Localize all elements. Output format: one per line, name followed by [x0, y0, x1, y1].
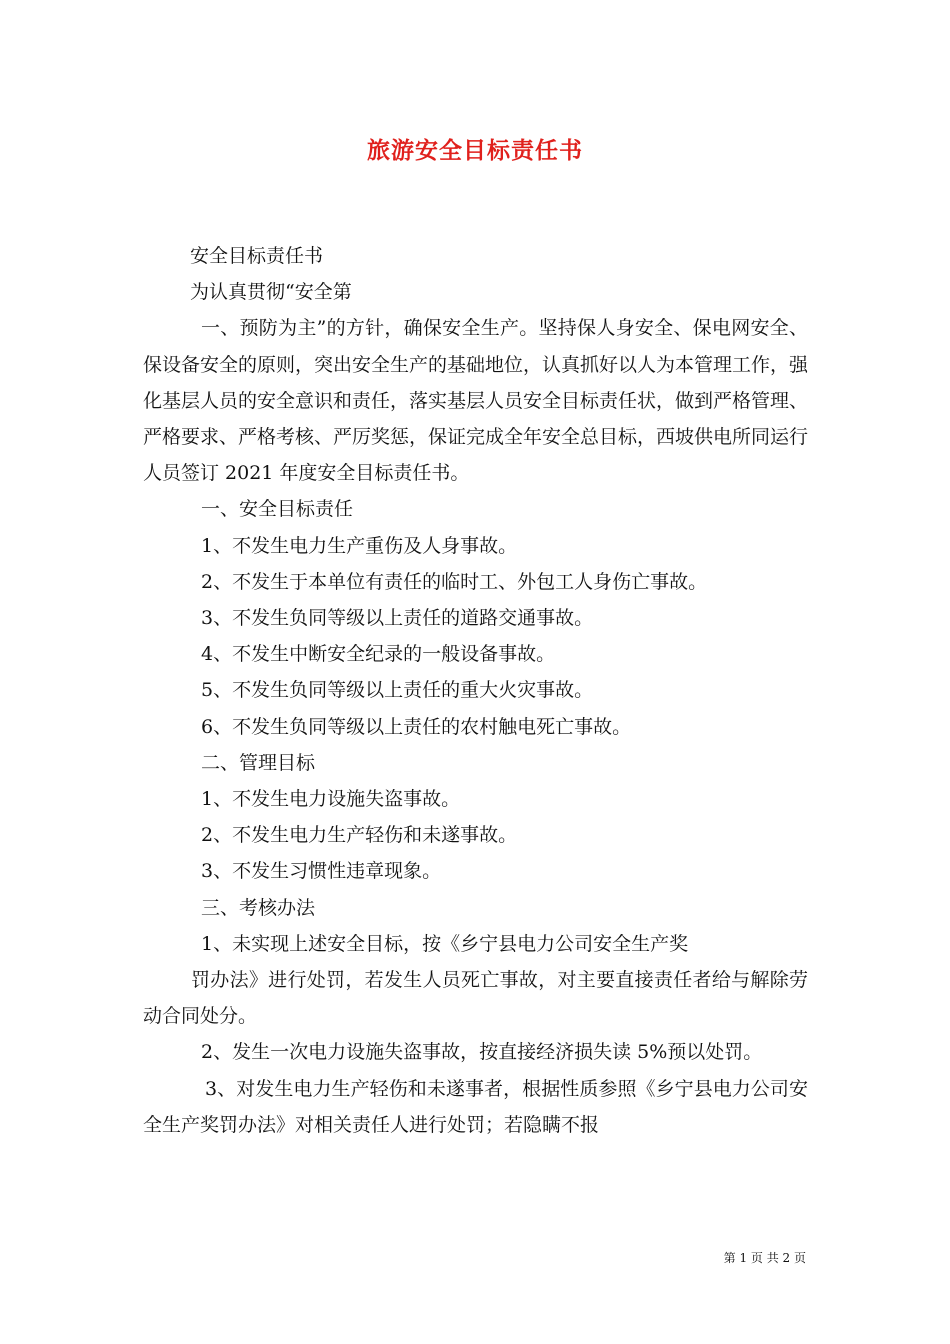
list-item: 6、不发生负同等级以上责任的农村触电死亡事故。 — [201, 715, 632, 738]
list-item: 1、不发生电力生产重伤及人身事故。 — [201, 534, 518, 557]
list-item: 3、对发生电力生产轻伤和未遂事者，根据性质参照《乡宁县电力公司安全生产奖罚办法》对相关责任人进行处罚；若隐瞒不报 — [143, 1077, 808, 1136]
section-heading: 二、管理目标 — [201, 751, 316, 774]
list-item: 1、不发生电力设施失盗事故。 — [201, 788, 461, 811]
list-item: 2、不发生于本单位有责任的临时工、外包工人身伤亡事故。 — [201, 570, 708, 593]
section-heading: 一、安全目标责任 — [201, 498, 354, 521]
list-item: 3、不发生习惯性违章现象。 — [201, 860, 442, 883]
document-title: 旅游安全目标责任书 — [367, 137, 583, 164]
list-item: 4、不发生中断安全纪录的一般设备事故。 — [201, 643, 556, 666]
list-item: 2、不发生电力生产轻伤和未遂事故。 — [201, 824, 518, 847]
list-item: 2、发生一次电力设施失盗事故，按直接经济损失读 5%预以处罚。 — [201, 1041, 763, 1064]
page-number: 第 1 页 共 2 页 — [723, 1251, 806, 1265]
paragraph: 罚办法》进行处罚，若发生人员死亡事故，对主要直接责任者给与解除劳动合同处分。 — [143, 969, 808, 1028]
list-item: 1、未实现上述安全目标，按《乡宁县电力公司安全生产奖 — [201, 932, 689, 955]
document-body — [143, 238, 808, 1143]
paragraph-heading: 安全目标责任书 — [190, 245, 324, 267]
paragraph: 一、预防为主”的方针，确保安全生产。坚持保人身安全、保电网安全、保设备安全的原则，突出安全生产的基础地位，认真抓好以人为本管理工作，强化基层人员的安全意识和责任，落实基层人员安全目标责任状，做到严格管理、严格要求、严格考核、严厉奖惩，保证完成全年安全总目标，西坡供电所同运行人员签订 2021 年度安全目标责任书。 — [143, 317, 809, 485]
list-item: 3、不发生负同等级以上责任的道路交通事故。 — [201, 607, 594, 630]
paragraph: 为认真贯彻“安全第 — [190, 281, 352, 304]
list-item: 5、不发生负同等级以上责任的重大火灾事故。 — [201, 679, 594, 702]
section-heading: 三、考核办法 — [201, 896, 316, 919]
